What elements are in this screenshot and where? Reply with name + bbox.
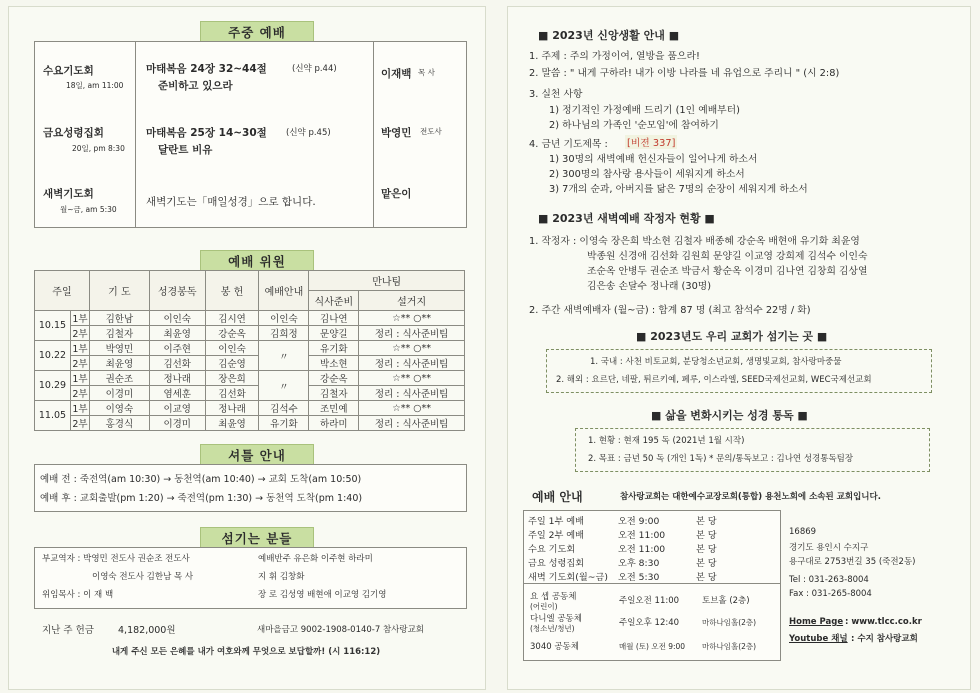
part: 1부 — [70, 371, 89, 386]
guide-name: 새벽 기도회(월~금) — [528, 572, 608, 583]
part: 2부 — [70, 356, 89, 371]
cell: 김나연 — [309, 311, 359, 326]
guide-place: 본 당 — [696, 530, 717, 541]
tel: Tel : 031-263-8004 — [789, 575, 869, 585]
cell: 권순조 — [89, 371, 149, 386]
part: 2부 — [70, 326, 89, 341]
table-row — [35, 386, 465, 401]
header-prayer: 기 도 — [89, 271, 149, 311]
bible-title: ■ 삶을 변화시키는 성경 통독 ■ — [651, 409, 808, 422]
cell: 〃 — [259, 341, 309, 371]
cell: 최윤영 — [149, 326, 205, 341]
guide-name: 3040 공동체 — [530, 642, 579, 652]
worship-role: 목 사 — [418, 68, 435, 77]
guide-name: 주일 1부 예배 — [528, 516, 585, 527]
guide-divider — [523, 583, 780, 584]
mission-title: ■ 2023년도 우리 교회가 섬기는 곳 ■ — [636, 330, 828, 343]
cell: 이인숙 — [205, 341, 259, 356]
faith-line: 1) 30명의 새벽예배 헌신자들이 일어나게 하소서 — [549, 154, 758, 165]
cell: 이주현 — [149, 341, 205, 356]
part: 1부 — [70, 341, 89, 356]
guide-place: 마하나임홀(2층) — [702, 642, 757, 651]
cell: ☆** ○** — [359, 311, 465, 326]
guide-time: 오전 11:00 — [618, 530, 666, 541]
guide-place: 본 당 — [696, 544, 717, 555]
cell: 박소현 — [309, 356, 359, 371]
cell: 이인숙 — [149, 311, 205, 326]
cell: 정리 : 식사준비팀 — [359, 326, 465, 341]
servers-line: 예배반주 유은화 이주현 하라미 — [258, 554, 373, 564]
guide-time: 매월 (토) 오전 9:00 — [619, 642, 686, 651]
faith-title: ■ 2023년 신앙생활 안내 ■ — [538, 29, 680, 42]
faith-line: 3. 실천 사항 — [529, 89, 583, 100]
cell: 강순옥 — [205, 326, 259, 341]
committee-table — [34, 270, 465, 431]
cell: 이경미 — [89, 386, 149, 401]
dawn-line: 조순옥 안병두 권순조 박금서 황순옥 이경미 김나연 김창희 김상열 — [587, 266, 868, 277]
cell: 염세훈 — [149, 386, 205, 401]
youtube-channel[interactable]: : 수지 참사랑교회 — [851, 634, 918, 644]
table-row — [35, 401, 465, 416]
cell: 정리 : 식사준비팀 — [359, 356, 465, 371]
cell: 김선화 — [149, 356, 205, 371]
servers-line: 이영숙 전도사 김한남 목 사 — [92, 572, 194, 582]
worship-preacher: 맡은이 — [381, 188, 412, 200]
cell: 김희정 — [259, 326, 309, 341]
header-date: 주일 — [35, 271, 90, 311]
dawn-line: 김은송 손달수 정나래 (30명) — [587, 281, 712, 292]
address-zip: 16869 — [789, 527, 817, 537]
cell: 유기화 — [309, 341, 359, 356]
offering-account: 새마을금고 9002-1908-0140-7 참사랑교회 — [257, 625, 425, 635]
worship-name: 새벽기도회 — [43, 188, 94, 200]
guide-table — [526, 513, 719, 583]
cell: 김순영 — [205, 356, 259, 371]
worship-text: 새벽기도는「매일성경」으로 합니다. — [146, 196, 316, 208]
servers-line: 장 로 김성영 배현애 이교영 김기영 — [258, 590, 387, 600]
cell: ☆** ○** — [359, 371, 465, 386]
guide-sub: (청소년/청년) — [530, 624, 575, 633]
guide-time: 주일오전 11:00 — [619, 596, 680, 606]
cell: 문양길 — [309, 326, 359, 341]
cell: 정리 : 식사준비팀 — [359, 416, 465, 431]
cell: 이교영 — [149, 401, 205, 416]
cell: 조민예 — [309, 401, 359, 416]
offering-amount: 4,182,000원 — [118, 625, 176, 636]
guide-name: 다니엘 공동체 — [530, 614, 582, 624]
guide-place: 본 당 — [696, 516, 717, 527]
guide-place: 본 당 — [696, 558, 717, 569]
dawn-line: 박종원 신경애 김선화 김원희 문양길 이교영 강희제 김석수 이인숙 — [587, 251, 868, 262]
bible-line: 1. 현황 : 현재 195 독 (2021년 1월 시작) — [588, 436, 745, 446]
dawn-line: 1. 작정자 : 이영숙 장은희 박소현 김철자 배종혜 강순옥 배현애 유기화 최윤영 — [529, 236, 860, 247]
row-date: 10.15 — [35, 311, 71, 341]
worship-text: 마태복음 24장 32~44절 — [146, 63, 267, 75]
worship-time: 월~금, am 5:30 — [60, 205, 117, 214]
worship-sermon: 달란트 비유 — [158, 144, 213, 156]
worship-ref: (신약 p.44) — [292, 64, 337, 74]
guide-time: 오전 5:30 — [618, 572, 660, 583]
worship-time: 18일, am 11:00 — [66, 81, 124, 90]
cell: 유기화 — [259, 416, 309, 431]
guide-name: 수요 기도회 — [528, 544, 576, 555]
worship-name: 금요성령집회 — [43, 127, 104, 139]
cell: ☆** ○** — [359, 401, 465, 416]
faith-line: 2) 하나님의 가족인 '순모임'에 참여하기 — [549, 120, 719, 131]
worship-preacher: 박영민 — [381, 127, 412, 139]
cell: 장은희 — [205, 371, 259, 386]
homepage-link[interactable]: Home Page — [789, 617, 844, 627]
cell: 홍경식 — [89, 416, 149, 431]
list-item — [526, 541, 719, 555]
shuttle-title: 셔틀 안내 — [200, 444, 314, 467]
row-date: 10.22 — [35, 341, 71, 371]
guide-time: 주일오후 12:40 — [619, 618, 680, 628]
faith-line: 2) 300명의 참사랑 용사들이 세워지게 하소서 — [549, 169, 745, 180]
list-item — [526, 527, 719, 541]
row-date: 11.05 — [35, 401, 71, 431]
cell: 김석수 — [259, 401, 309, 416]
offering-label: 지난 주 헌금 — [42, 625, 94, 636]
dawn-line: 2. 주간 새벽예배자 (월~금) : 합계 87 명 (최고 참석수 22명 / 화) — [529, 305, 811, 316]
cell: 정리 : 식사준비팀 — [359, 386, 465, 401]
list-item — [526, 513, 719, 527]
part: 1부 — [70, 401, 89, 416]
cell: 김철자 — [309, 386, 359, 401]
guide-time: 오전 11:00 — [618, 544, 666, 555]
cell: 정나래 — [149, 371, 205, 386]
guide-place: 본 당 — [696, 572, 717, 583]
bible-line: 2. 목표 : 금년 50 독 (개인 1독) * 문의/통독보고 : 김나연 성경통독팀장 — [588, 454, 854, 464]
servers-line: 위임목사 : 이 재 백 — [42, 590, 114, 600]
worship-ref: (신약 p.45) — [286, 128, 331, 138]
weekday-worship-title: 주중 예배 — [200, 21, 314, 44]
cell: 박영민 — [89, 341, 149, 356]
list-item — [526, 555, 719, 569]
header-offering: 봉 헌 — [205, 271, 259, 311]
cell: 이경미 — [149, 416, 205, 431]
faith-line: 3) 7개의 순과, 아버지를 닮은 7명의 순장이 세워지게 하소서 — [549, 184, 808, 195]
cell: 정나래 — [205, 401, 259, 416]
table-row — [35, 356, 465, 371]
fax: Fax : 031-265-8004 — [789, 589, 872, 599]
header-usher: 예배안내 — [259, 271, 309, 311]
cell: ☆** ○** — [359, 341, 465, 356]
cell: 김시연 — [205, 311, 259, 326]
header-reading: 성경봉독 — [149, 271, 205, 311]
guide-place: 토브홀 (2층) — [702, 596, 750, 606]
part: 1부 — [70, 311, 89, 326]
servers-line: 부교역자 : 박영민 전도사 권순조 전도사 — [42, 554, 190, 564]
table-row — [35, 326, 465, 341]
cell: 김철자 — [89, 326, 149, 341]
committee-title: 예배 위원 — [200, 250, 314, 273]
vision-badge: [비젼 337] — [625, 135, 677, 149]
cell: 하라미 — [309, 416, 359, 431]
guide-time: 오전 9:00 — [618, 516, 660, 527]
bible-verse: 내게 주신 모든 은혜를 내가 여호와께 무엇으로 보답할까! (시 116:12) — [111, 647, 381, 657]
cell: 최윤영 — [205, 416, 259, 431]
homepage-url[interactable]: : www.tlcc.co.kr — [845, 617, 922, 627]
guide-title: 예배 안내 — [532, 490, 583, 504]
cell: 최윤영 — [89, 356, 149, 371]
guide-sub: (어린이) — [530, 602, 558, 611]
worship-name: 수요기도회 — [43, 65, 94, 77]
guide-subtitle: 참사랑교회는 대한예수교장로회(통합) 용천노회에 소속된 교회입니다. — [620, 492, 881, 502]
faith-line: 4. 금년 기도제목 : — [529, 139, 608, 150]
worship-time: 20일, pm 8:30 — [72, 144, 125, 153]
cell: 이영숙 — [89, 401, 149, 416]
servers-line: 지 휘 김창화 — [258, 572, 305, 582]
shuttle-line: 예배 후 : 교회출발(pm 1:20) → 죽전역(pm 1:30) → 동천역 도착(pm 1:40) — [40, 493, 363, 504]
dawn-title: ■ 2023년 새벽예배 작정자 현황 ■ — [538, 212, 715, 225]
table-row — [35, 341, 465, 356]
guide-name: 금요 성령집회 — [528, 558, 585, 569]
worship-role: 전도사 — [420, 127, 442, 136]
servers-title: 섬기는 분들 — [200, 527, 314, 550]
youtube-link[interactable]: Youtube 채널 — [789, 634, 848, 644]
guide-name: 주일 2부 예배 — [528, 530, 585, 541]
header-dish: 설거지 — [359, 291, 465, 311]
guide-name: 요 셉 공동체 — [530, 592, 577, 602]
cell: 김한남 — [89, 311, 149, 326]
table-row — [35, 311, 465, 326]
table-row — [35, 371, 465, 386]
worship-preacher: 이재백 — [381, 68, 412, 80]
faith-line: 1) 정기적인 가정예배 드리기 (1인 예배부터) — [549, 105, 740, 116]
guide-time: 오후 8:30 — [618, 558, 660, 569]
worship-sermon: 준비하고 있으라 — [158, 80, 233, 92]
mission-line: 1. 국내 : 사천 비토교회, 분당청소년교회, 생명빛교회, 참사랑마중물 — [590, 357, 842, 367]
header-team: 만나팀 — [309, 271, 465, 291]
cell: 이인숙 — [259, 311, 309, 326]
list-item — [526, 569, 719, 583]
cell: 〃 — [259, 371, 309, 401]
table-row — [35, 416, 465, 431]
cell: 김선화 — [205, 386, 259, 401]
guide-place: 마하나임홀(2층) — [702, 618, 757, 627]
shuttle-line: 예배 전 : 죽전역(am 10:30) → 동천역(am 10:40) → 교회 도착(am 10:50) — [40, 474, 362, 485]
address-line: 경기도 용인시 수지구 — [789, 543, 869, 553]
row-date: 10.29 — [35, 371, 71, 401]
header-prep: 식사준비 — [309, 291, 359, 311]
worship-text: 마태복음 25장 14~30절 — [146, 127, 267, 139]
cell: 강순옥 — [309, 371, 359, 386]
address-line: 용구대로 2753번길 35 (죽전2동) — [789, 557, 916, 567]
faith-line: 1. 주제 : 주의 가정이여, 열방을 품으라! — [529, 51, 700, 62]
part: 2부 — [70, 416, 89, 431]
mission-line: 2. 해외 : 요르단, 네팔, 튀르키예, 페루, 이스라엘, SEED국제선교회, WEC국제선교회 — [556, 375, 872, 385]
part: 2부 — [70, 386, 89, 401]
faith-line: 2. 말씀 : " 내게 구하라! 내가 이방 나라를 네 유업으로 주리니 " (시 2:8) — [529, 68, 840, 79]
